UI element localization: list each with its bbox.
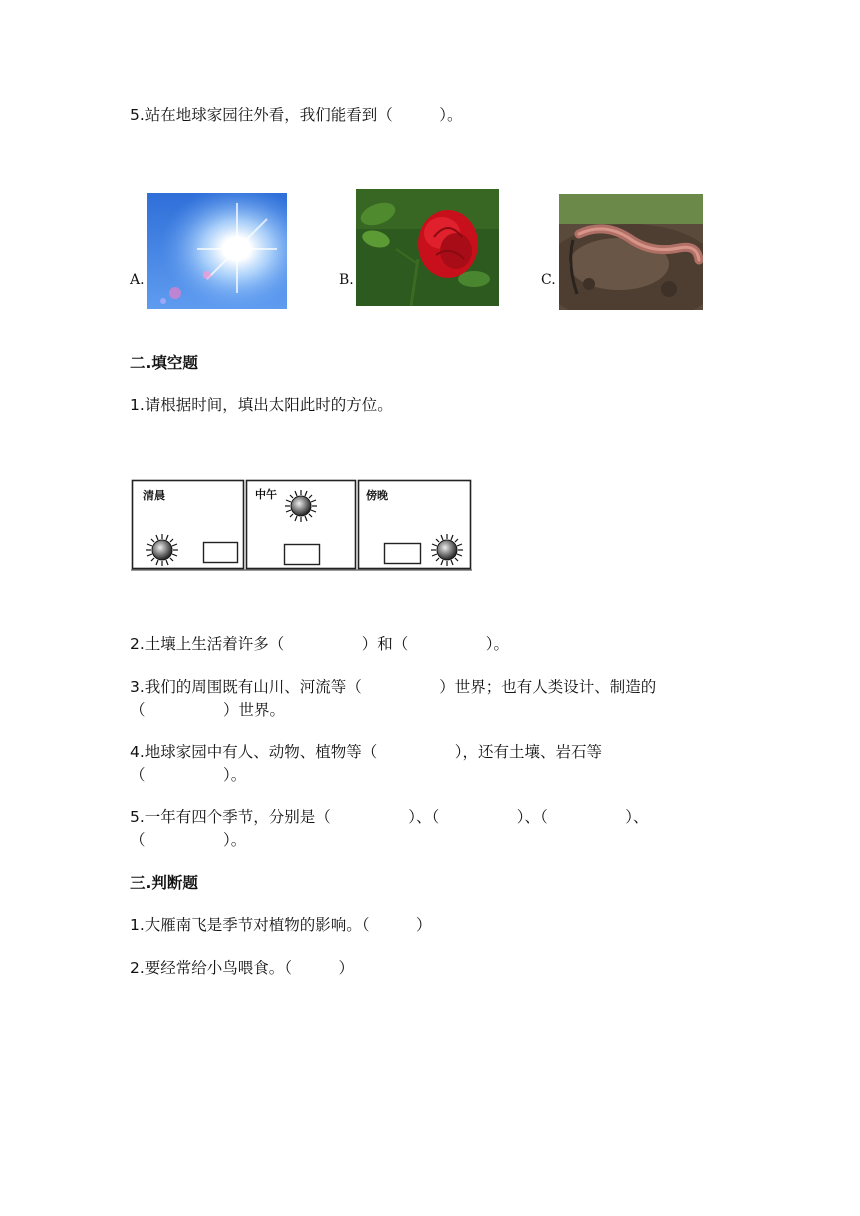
sun-photo: [147, 193, 287, 309]
rose-photo: [356, 189, 499, 306]
sun-position-diagram: [131, 478, 476, 578]
question-5-text: 5.站在地球家园往外看，我们能看到（ ）。: [130, 106, 463, 124]
panel-noon-label: 中午: [255, 488, 277, 501]
option-a-label: A.: [130, 272, 145, 288]
fill-question-4-line-1: 4.地球家园中有人、动物、植物等（ ），还有土壤、岩石等: [130, 743, 603, 761]
fill-question-3-line-2: （ ）世界。: [130, 701, 286, 719]
panel-evening-label: 傍晚: [366, 489, 388, 502]
panel-morning-label: 清晨: [143, 489, 165, 502]
fill-question-1: 1.请根据时间，填出太阳此时的方位。: [130, 396, 393, 414]
option-b-label: B.: [339, 272, 354, 288]
fill-question-5-line-1: 5.一年有四个季节，分别是（ ）、（ ）、（ ）、: [130, 808, 649, 826]
fill-question-4-line-2: （ ）。: [130, 766, 247, 784]
judge-question-1: 1.大雁南飞是季节对植物的影响。（ ）: [130, 916, 432, 934]
section-2-heading: 二.填空题: [130, 354, 198, 372]
judge-question-2: 2.要经常给小鸟喂食。（ ）: [130, 959, 355, 977]
fill-question-2: 2.土壤上生活着许多（ ）和（ ）。: [130, 635, 510, 653]
fill-question-3-line-1: 3.我们的周围既有山川、河流等（ ）世界；也有人类设计、制造的: [130, 678, 657, 696]
earthworm-photo: [559, 194, 703, 310]
fill-question-5-line-2: （ ）。: [130, 831, 247, 849]
option-c-label: C.: [541, 272, 556, 288]
section-3-heading: 三.判断题: [130, 874, 198, 892]
